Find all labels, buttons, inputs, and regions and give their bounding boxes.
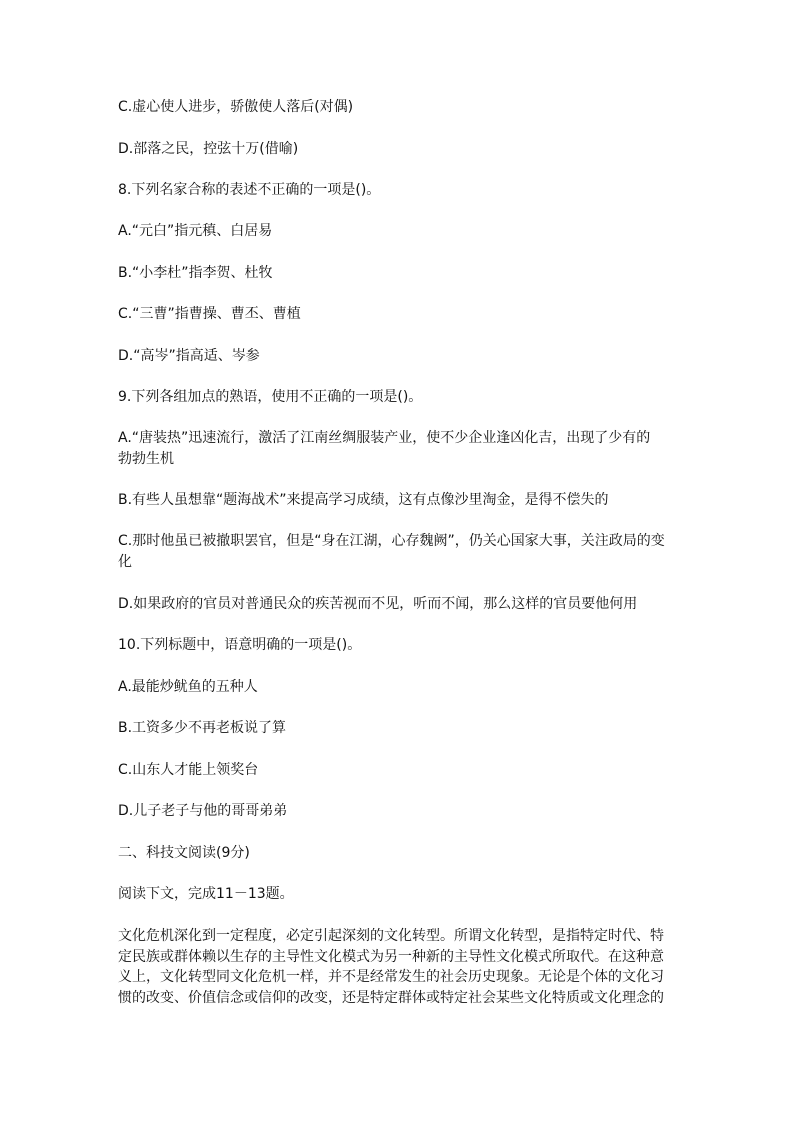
paragraph — [118, 139, 698, 160]
paragraph — [118, 304, 698, 325]
text-line: D.部落之民，控弦十万(借喻) — [118, 141, 299, 157]
paragraph — [118, 760, 698, 781]
text-line: C.山东人才能上领奖台 — [118, 762, 259, 778]
paragraph — [118, 718, 698, 739]
text-line: C.那时他虽已被撤职罢官，但是“身在江湖，心存魏阙”，仍关心国家大事，关注政局的变 — [118, 533, 665, 549]
text-line: A.最能炒鱿鱼的五种人 — [118, 679, 258, 695]
text-line: 义上，文化转型同文化危机一样，并不是经常发生的社会历史现象。无论是个体的文化习 — [118, 969, 664, 986]
paragraph — [118, 263, 698, 284]
text-line: 10.下列标题中，语意明确的一项是()。 — [118, 637, 362, 653]
text-line: D.如果政府的官员对普通民众的疾苦视而不见，听而不闻，那么这样的官员要他何用 — [118, 596, 638, 612]
text-line: 阅读下文，完成11－13题。 — [118, 886, 294, 902]
paragraph — [118, 884, 698, 905]
text-line: 9.下列各组加点的熟语，使用不正确的一项是()。 — [118, 389, 423, 405]
text-line: B.有些人虽想靠“题海战术”来提高学习成绩，这有点像沙里淘金，是得不偿失的 — [118, 492, 609, 508]
paragraph — [118, 594, 698, 615]
paragraph — [118, 97, 698, 118]
paragraph — [118, 926, 698, 1009]
text-line: A.“唐装热”迅速流行，激活了江南丝绸服装产业，使不少企业逢凶化吉，出现了少有的 — [118, 430, 651, 446]
paragraph — [118, 490, 698, 511]
paragraph — [118, 531, 698, 572]
text-line: B.“小李杜”指李贺、杜牧 — [118, 265, 273, 281]
paragraph — [118, 221, 698, 242]
paragraph — [118, 801, 698, 822]
text-line: 惯的改变、价值信念或信仰的改变，还是特定群体或特定社会某些文化特质或文化理念的 — [118, 990, 664, 1007]
text-line: A.“元白”指元稹、白居易 — [118, 223, 273, 239]
paragraph — [118, 346, 698, 367]
text-line: D.儿子老子与他的哥哥弟弟 — [118, 803, 288, 819]
paragraph — [118, 387, 698, 408]
text-line: 二、科技文阅读(9分) — [118, 845, 250, 861]
paragraph — [118, 677, 698, 698]
text-line: D.“高岑”指高适、岑参 — [118, 348, 260, 364]
text-line: 勃勃生机 — [118, 450, 174, 467]
text-line: C.“三曹”指曹操、曹丕、曹植 — [118, 306, 301, 322]
text-line: 8.下列名家合称的表述不正确的一项是()。 — [118, 182, 381, 198]
paragraph — [118, 843, 698, 864]
paragraph — [118, 180, 698, 201]
text-line: C.虚心使人进步，骄傲使人落后(对偶) — [118, 99, 354, 115]
text-line: 文化危机深化到一定程度，必定引起深刻的文化转型。所谓文化转型，是指特定时代、特 — [118, 928, 664, 944]
text-line: 化 — [118, 553, 132, 570]
paragraph — [118, 635, 698, 656]
text-line: 定民族或群体赖以生存的主导性文化模式为另一种新的主导性文化模式所取代。在这种意 — [118, 948, 664, 965]
paragraph — [118, 428, 698, 469]
text-line: B.工资多少不再老板说了算 — [118, 720, 287, 736]
